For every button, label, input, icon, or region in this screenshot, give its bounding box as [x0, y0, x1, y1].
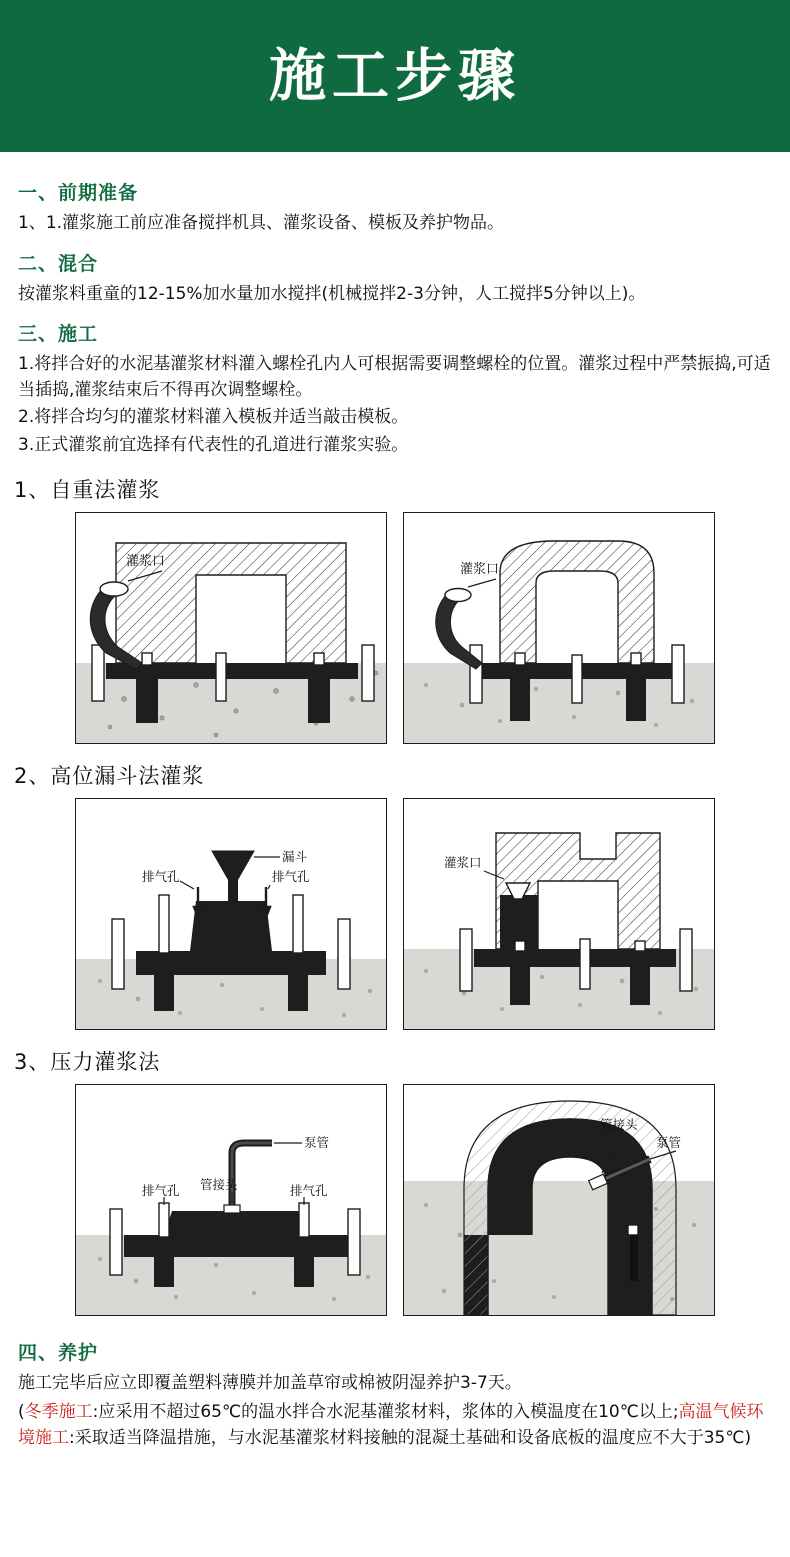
section-paragraph: 按灌浆料重童的12-15%加水量加水搅拌(机械搅拌2-3分钟，人工搅拌5分钟以上)。 — [18, 283, 646, 304]
note-hot-text: :采取适当降温措施，与水泥基灌浆材料接触的混凝土基础和设备底板的温度应不大于35℃) — [69, 1427, 752, 1448]
figure-gravity-right-drawing — [404, 513, 714, 743]
svg-text:排气孔: 排气孔 — [290, 1183, 328, 1198]
figure-label: 灌浆口 — [126, 554, 166, 569]
figure-pressure-left-drawing — [76, 1085, 386, 1315]
note-winter-label: 冬季施工 — [24, 1401, 93, 1422]
figure-pressure-right-drawing — [404, 1085, 714, 1315]
svg-text:排气孔: 排气孔 — [142, 869, 180, 884]
note-hot-label: 高温气候环境施工 — [18, 1401, 764, 1448]
note-open-paren: ( — [18, 1401, 25, 1422]
figure-row-pressure — [0, 1084, 790, 1316]
figure-hopper-right-drawing — [404, 799, 714, 1029]
figure-gravity-left-drawing — [76, 513, 386, 743]
svg-text:灌浆口 — [126, 553, 165, 569]
svg-text:灌浆口: 灌浆口 — [444, 855, 482, 870]
curing-block — [0, 1322, 790, 1469]
svg-text:漏斗: 漏斗 — [282, 849, 308, 864]
section-heading-curing: 四、养护 — [18, 1342, 99, 1364]
section-paragraph: 1、1.灌浆施工前应准备搅拌机具、灌浆设备、模板及养护物品。 — [18, 213, 505, 233]
svg-text:泵管: 泵管 — [304, 1135, 330, 1150]
curing-line: 施工完毕后应立即覆盖塑料薄膜并加盖草帘或棉被阴湿养护3-7天。 — [18, 1373, 522, 1393]
section-paragraph: 3.正式灌浆前宜选择有代表性的孔道进行灌浆实验。 — [18, 434, 409, 455]
section-paragraph: 2.将拌合均匀的灌浆材料灌入模板并适当敲击模板。 — [18, 407, 409, 427]
figure-row-hopper — [0, 798, 790, 1030]
curing-note — [18, 1399, 772, 1452]
section-paragraph: 1.将拌合好的水泥基灌浆材料灌入螺栓孔内人可根据需要调整螺栓的位置。灌浆过程中严禁振捣,可适当插捣,灌浆结束后不得再次调整螺栓。 — [18, 354, 771, 400]
page-header — [0, 0, 790, 152]
svg-text:灌浆口: 灌浆口 — [460, 562, 500, 577]
method-title-hopper: 2、高位漏斗法灌浆 — [14, 764, 205, 788]
figure-gravity-left — [75, 512, 387, 744]
svg-text:管接头: 管接头 — [600, 1117, 638, 1132]
figure-hopper-left-drawing — [76, 799, 386, 1029]
section-heading-preparation: 一、前期准备 — [18, 182, 139, 204]
figure-row-gravity — [0, 512, 790, 744]
note-winter-text: :应采用不超过65℃的温水拌合水泥基灌浆材料，浆体的入模温度在10℃以上; — [92, 1401, 679, 1422]
text-content — [0, 152, 790, 458]
page-title: 施工步骤 — [269, 42, 521, 109]
figure-hopper-right — [403, 798, 715, 1030]
figure-gravity-right — [403, 512, 715, 744]
section-heading-construction: 三、施工 — [18, 323, 99, 345]
svg-text:排气孔: 排气孔 — [142, 1183, 180, 1198]
figure-pressure-right — [403, 1084, 715, 1316]
figure-hopper-left — [75, 798, 387, 1030]
svg-text:排气孔: 排气孔 — [272, 869, 310, 884]
method-title-pressure: 3、压力灌浆法 — [14, 1050, 161, 1074]
figure-pressure-left — [75, 1084, 387, 1316]
svg-text:泵管: 泵管 — [656, 1135, 682, 1150]
svg-text:管接头: 管接头 — [200, 1177, 238, 1192]
method-title-gravity: 1、自重法灌浆 — [14, 478, 161, 502]
section-heading-mixing: 二、混合 — [18, 252, 99, 275]
